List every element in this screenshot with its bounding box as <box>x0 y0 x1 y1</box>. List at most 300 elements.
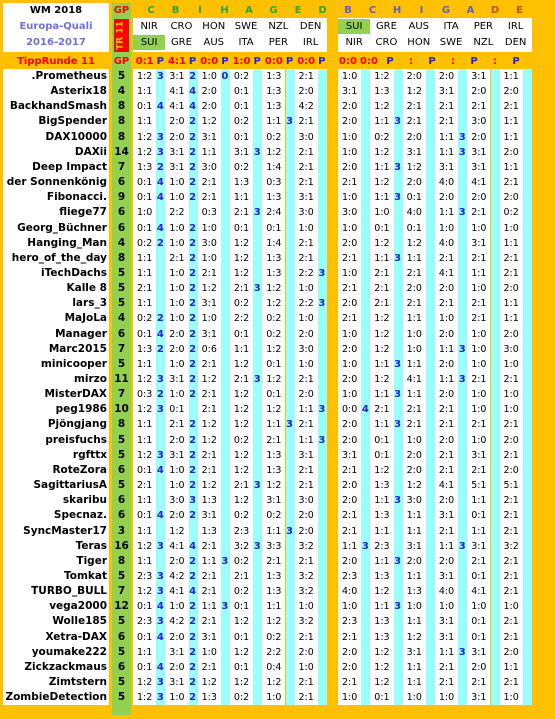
tip-score: 0:1 <box>471 570 487 582</box>
tip-score: 2:2 <box>298 298 314 310</box>
tip-score: 3:1 <box>438 510 455 522</box>
team-label: DEN <box>504 37 527 48</box>
tip-score: 0:1 <box>374 692 390 704</box>
player-name: ZombieDetection <box>5 691 107 704</box>
tip-points: 3 <box>318 434 326 446</box>
tip-score: 1:2 <box>266 374 282 385</box>
tip-score: 2:2 <box>298 267 314 279</box>
tip-score: 1:2 <box>137 374 153 385</box>
tip-score: 1:0 <box>438 692 455 704</box>
player-gp: 6 <box>117 660 126 673</box>
summary-score: 0:0 <box>200 56 219 67</box>
tip-points: 3 <box>394 358 402 370</box>
player-gp: 3 <box>117 524 126 537</box>
tip-score: 4:1 <box>471 177 487 189</box>
tip-score: 1:1 <box>406 677 422 688</box>
tip-score: 2:1 <box>342 525 358 537</box>
tip-score: 1:0 <box>169 267 185 279</box>
tip-score: 2:1 <box>298 161 314 173</box>
tip-score: 0:1 <box>233 222 250 234</box>
tip-score: 3:1 <box>342 449 358 461</box>
tip-score: 2:1 <box>201 540 217 552</box>
tip-score: 2:1 <box>503 616 519 628</box>
tip-score: 2:1 <box>201 464 217 476</box>
tip-score: 3:0 <box>201 161 217 173</box>
tip-points: 2 <box>189 570 197 582</box>
tip-points: 3 <box>318 404 326 416</box>
team-label: SUI <box>338 19 370 34</box>
player-name: Marc2015 <box>48 342 107 355</box>
tip-score: 1:0 <box>342 389 358 401</box>
player-name: lars_3 <box>72 297 107 310</box>
player-gp: 6 <box>117 221 126 234</box>
tip-score: 2:2 <box>169 207 185 219</box>
summary-score: 0:0 <box>264 56 283 67</box>
tip-score: 1:1 <box>406 252 422 264</box>
tip-score: 1:0 <box>471 343 487 355</box>
tip-score: 2:0 <box>438 389 455 401</box>
tip-score: 1:1 <box>298 404 314 416</box>
tip-points: 4 <box>156 631 164 643</box>
player-name: Teras <box>75 539 107 552</box>
tip-score: 2:0 <box>298 389 314 401</box>
tip-points: 3 <box>221 601 229 613</box>
tip-score: 1:4 <box>266 237 282 249</box>
tip-score: 1:0 <box>169 298 185 310</box>
group-letter: C <box>368 5 377 16</box>
tip-score: 1:0 <box>342 267 358 279</box>
tip-score: 1:2 <box>266 283 282 295</box>
player-name: fliege77 <box>59 206 107 219</box>
tip-score: 1:2 <box>233 646 250 658</box>
tip-score: 1:2 <box>201 283 217 295</box>
tip-score: 1:1 <box>137 434 153 446</box>
tip-score: 2:0 <box>438 358 455 370</box>
group-letter: E <box>294 5 302 16</box>
summary-points: P <box>285 56 294 67</box>
tip-score: 4:0 <box>438 237 455 249</box>
tip-score: 1:2 <box>137 146 153 158</box>
team-label: HON <box>407 37 431 48</box>
tip-points: 0 <box>221 71 229 82</box>
tip-score: 1:1 <box>266 419 282 431</box>
tip-score: 2:0 <box>298 510 314 522</box>
tip-score: 2:3 <box>233 525 250 537</box>
tip-points: 3 <box>156 540 164 552</box>
tip-score: 2:1 <box>438 404 455 416</box>
tip-score: 0:2 <box>266 313 282 325</box>
tip-score: 0:1 <box>137 510 153 522</box>
tip-score: 0:1 <box>374 449 390 461</box>
tip-score: 2:0 <box>438 328 455 340</box>
tip-score: 1:2 <box>266 616 282 628</box>
player-name: Pjöngjang <box>47 418 107 431</box>
tip-score: 2:1 <box>201 661 217 673</box>
tip-score: 1:2 <box>233 677 250 688</box>
tip-points: 2 <box>189 374 197 385</box>
player-name: Hanging_Man <box>27 236 107 249</box>
tip-score: 1:2 <box>201 374 217 385</box>
tip-score: 3:1 <box>406 146 422 158</box>
tip-score: 1:0 <box>342 71 358 82</box>
tip-score: 2:1 <box>137 480 153 492</box>
tip-score: 0:1 <box>266 222 282 234</box>
tip-score: 5:1 <box>503 480 519 492</box>
tip-score: 2:1 <box>406 419 422 431</box>
tip-score: 1:2 <box>374 146 390 158</box>
tip-score: 0:1 <box>406 192 422 204</box>
tip-score: 0:1 <box>233 601 250 613</box>
tip-score: 2:1 <box>406 298 422 310</box>
tip-score: 1:2 <box>233 419 250 431</box>
tip-score: 0:1 <box>169 404 185 416</box>
tip-score: 0:1 <box>471 510 487 522</box>
tip-score: 2:0 <box>406 555 422 567</box>
tip-score: 0:1 <box>137 328 153 340</box>
tip-score: 1:0 <box>201 222 217 234</box>
tip-score: 4:0 <box>342 586 358 598</box>
player-gp: 5 <box>117 479 126 492</box>
tip-score: 1:1 <box>438 146 455 158</box>
gp-header: GP <box>113 5 130 16</box>
tip-points: 3 <box>394 419 402 431</box>
tip-score: 1:1 <box>438 540 455 552</box>
tip-score: 1:2 <box>374 661 390 673</box>
tip-score: 4:1 <box>438 267 455 279</box>
tip-score: 2:1 <box>406 116 422 128</box>
player-name: MisterDAX <box>44 388 107 401</box>
tip-score: 2:1 <box>471 298 487 310</box>
player-name: BigSpender <box>38 115 107 128</box>
tip-score: 0:2 <box>266 631 282 643</box>
player-name: Asterix18 <box>50 85 107 98</box>
player-gp: 4 <box>117 236 126 249</box>
tip-points: 2 <box>189 510 197 522</box>
summary-score: 4:1 <box>167 56 186 67</box>
player-gp: 12 <box>114 600 129 613</box>
tip-score: 2:0 <box>169 131 185 143</box>
tip-points: 3 <box>156 374 164 385</box>
tip-points: 3 <box>221 555 229 567</box>
tip-score: 2:1 <box>471 555 487 567</box>
tip-score: 2:0 <box>471 192 487 204</box>
tip-score: 4:0 <box>438 177 455 189</box>
tip-score: 2:0 <box>298 328 314 340</box>
tip-score: 2:1 <box>503 510 519 522</box>
tip-points: 3 <box>394 161 402 173</box>
player-gp: 10 <box>114 403 129 416</box>
tip-score: 3:0 <box>471 116 487 128</box>
tip-points: 2 <box>189 313 197 325</box>
tip-score: 3:1 <box>298 192 314 204</box>
tip-score: 2:1 <box>342 510 358 522</box>
tip-score: 1:0 <box>471 222 487 234</box>
tip-points: 3 <box>253 283 261 295</box>
tip-score: 2:1 <box>503 419 519 431</box>
player-name: Tiger <box>76 554 107 567</box>
tip-score: 1:0 <box>503 358 519 370</box>
tip-score: 4:2 <box>169 616 185 628</box>
tip-score: 4:1 <box>169 101 185 113</box>
tip-points: 4 <box>189 586 197 598</box>
team-label: CRO <box>170 21 193 32</box>
tip-score: 4:2 <box>298 101 314 113</box>
player-name: DAX10000 <box>45 130 107 143</box>
player-name: minicooper <box>40 357 107 370</box>
player-gp: 5 <box>117 266 126 279</box>
tip-score: 2:1 <box>503 374 519 385</box>
player-name: BackhandSmash <box>9 100 107 113</box>
player-name: skaribu <box>62 494 107 507</box>
tip-score: 2:0 <box>342 434 358 446</box>
tip-score: 2:1 <box>406 404 422 416</box>
player-name: iTechDachs <box>41 266 107 279</box>
tip-score: 2:0 <box>201 101 217 113</box>
tip-points: 2 <box>189 343 197 355</box>
tip-score: 2:3 <box>342 616 358 628</box>
tip-score: 0:1 <box>471 616 487 628</box>
tip-score: 1:2 <box>406 161 422 173</box>
tip-score: 3:3 <box>266 540 282 552</box>
tip-points: 4 <box>156 101 164 113</box>
tip-score: 1:0 <box>298 313 314 325</box>
tip-score: 2:1 <box>233 570 250 582</box>
tip-score: 1:1 <box>266 601 282 613</box>
tip-score: 1:2 <box>266 677 282 688</box>
tip-score: 1:0 <box>406 601 422 613</box>
tip-score: 1:0 <box>169 237 185 249</box>
tip-score: 1:2 <box>137 404 153 416</box>
tip-score: 1:0 <box>438 313 455 325</box>
tip-score: 1:3 <box>374 616 390 628</box>
tip-score: 1:2 <box>406 631 422 643</box>
tip-score: 2:0 <box>342 480 358 492</box>
tip-score: 3:1 <box>438 86 455 98</box>
summary-score: P <box>428 56 436 67</box>
tip-score: 1:1 <box>374 525 390 537</box>
tip-score: 3:1 <box>169 71 185 82</box>
tip-score: 3:1 <box>471 692 487 704</box>
tip-score: 3:1 <box>201 131 217 143</box>
tip-score: 1:3 <box>266 252 282 264</box>
tip-score: 1:1 <box>137 555 153 567</box>
player-name: mirzo <box>73 373 107 385</box>
tip-score: 1:3 <box>266 267 282 279</box>
tip-score: 1:2 <box>233 464 250 476</box>
group-letter: I <box>198 5 202 16</box>
player-name: SyncMaster17 <box>23 524 107 537</box>
tip-score: 1:0 <box>201 71 217 82</box>
points-column-bg <box>286 69 295 705</box>
tip-score: 1:2 <box>406 86 422 98</box>
tip-points: 4 <box>361 404 369 416</box>
tip-score: 1:1 <box>503 313 519 325</box>
tip-points: 2 <box>189 601 197 613</box>
player-name: Tomkat <box>63 569 107 582</box>
tip-score: 1:0 <box>169 222 185 234</box>
tip-points: 2 <box>189 449 197 461</box>
tip-score: 2:0 <box>406 283 422 295</box>
tip-score: 2:1 <box>438 419 455 431</box>
tip-score: 2:1 <box>342 252 358 264</box>
tip-score: 2:1 <box>471 252 487 264</box>
tip-points: 3 <box>458 646 466 658</box>
summary-points: P <box>221 56 229 67</box>
tip-score: 1:3 <box>201 525 217 537</box>
tip-points: 3 <box>394 389 402 401</box>
tip-score: 2:0 <box>169 631 185 643</box>
tip-score: 1:0 <box>471 404 487 416</box>
tip-score: 2:0 <box>201 86 217 98</box>
tip-score: 1:2 <box>266 146 282 158</box>
tip-score: 3:2 <box>298 570 314 582</box>
tip-score: 0:2 <box>233 298 250 310</box>
tip-points: 2 <box>189 480 197 492</box>
tip-points: 2 <box>189 283 197 295</box>
tip-score: 3:1 <box>471 71 487 82</box>
tip-score: 1:2 <box>201 419 217 431</box>
tip-score: 0:1 <box>233 101 250 113</box>
tip-score: 3:1 <box>438 616 455 628</box>
tip-score: 1:0 <box>201 313 217 325</box>
tip-score: 1:0 <box>342 601 358 613</box>
player-name: MaJoLa <box>64 312 107 325</box>
player-name: Wolle185 <box>52 615 107 628</box>
tip-points: 2 <box>189 434 197 446</box>
tip-score: 2:1 <box>503 252 519 264</box>
tip-score: 4:1 <box>471 586 487 598</box>
tip-score: 0:1 <box>471 631 487 643</box>
tip-score: 3:0 <box>169 495 185 507</box>
player-gp: 6 <box>117 494 126 507</box>
tip-score: 1:0 <box>169 283 185 295</box>
player-name: Xetra-DAX <box>45 630 107 643</box>
points-column-bg <box>426 69 435 705</box>
tip-score: 2:0 <box>503 434 519 446</box>
tip-score: 2:1 <box>374 267 390 279</box>
tip-score: 2:1 <box>298 252 314 264</box>
tip-points: 4 <box>189 540 197 552</box>
tip-score: 1:1 <box>374 495 390 507</box>
player-gp: 5 <box>117 448 126 461</box>
tip-score: 2:0 <box>342 419 358 431</box>
tip-score: 2:1 <box>298 419 314 431</box>
tip-score: 2:1 <box>233 374 250 385</box>
player-gp: 8 <box>117 115 126 128</box>
tip-score: 1:2 <box>233 267 250 279</box>
tip-points: 2 <box>156 389 164 401</box>
player-name: der Sonnenkönig <box>6 176 107 189</box>
tip-score: 3:1 <box>266 495 282 507</box>
tip-score: 1:1 <box>201 146 217 158</box>
tip-score: 1:2 <box>137 677 153 688</box>
tip-score: 1:2 <box>137 586 153 598</box>
tip-score: 1:2 <box>137 131 153 143</box>
tip-points: 4 <box>189 86 197 98</box>
team-label: HON <box>202 21 226 32</box>
team-label: SWE <box>234 21 258 32</box>
tip-score: 1:2 <box>374 237 390 249</box>
team-label: NZL <box>473 37 494 48</box>
tip-score: 2:0 <box>342 343 358 355</box>
summary-score: P <box>386 56 394 67</box>
team-label: AUS <box>408 21 429 32</box>
player-name: Fibonacci. <box>46 191 107 204</box>
tip-score: 3:1 <box>201 328 217 340</box>
tip-points: 3 <box>156 677 164 688</box>
tip-score: 2:1 <box>438 101 455 113</box>
tip-score: 1:0 <box>438 222 455 234</box>
tip-score: 1:1 <box>374 192 390 204</box>
tip-score: 3:0 <box>298 495 314 507</box>
tip-score: 1:0 <box>342 358 358 370</box>
tip-score: 1:1 <box>342 540 358 552</box>
player-gp: 16 <box>114 539 129 552</box>
player-name: Kalle 8 <box>66 282 107 295</box>
tip-score: 2:4 <box>266 207 282 219</box>
tip-score: 2:0 <box>342 646 358 658</box>
player-name: Georg_Büchner <box>17 221 107 234</box>
tip-score: 1:1 <box>137 298 153 310</box>
tip-score: 2:0 <box>169 555 185 567</box>
tip-score: 1:1 <box>503 661 519 673</box>
tip-score: 1:1 <box>503 298 519 310</box>
tip-points: 2 <box>189 116 197 128</box>
tip-score: 1:1 <box>374 116 390 128</box>
tip-score: 1:0 <box>266 692 282 704</box>
tip-points: 2 <box>156 313 164 325</box>
tip-score: 2:0 <box>342 374 358 385</box>
tip-score: 2:0 <box>406 71 422 82</box>
tip-score: 1:0 <box>169 464 185 476</box>
tip-score: 3:1 <box>406 540 422 552</box>
player-gp: 8 <box>117 100 126 113</box>
tip-points: 3 <box>156 570 164 582</box>
tip-score: 1:1 <box>406 616 422 628</box>
tip-score: 1:2 <box>374 177 390 189</box>
tip-score: 1:0 <box>471 283 487 295</box>
tip-score: 1:0 <box>438 601 455 613</box>
summary-points: P <box>253 56 261 67</box>
player-gp: 5 <box>117 282 126 295</box>
tip-score: 3:0 <box>298 131 314 143</box>
summary-score: 1:0 <box>232 56 251 67</box>
tip-score: 1:1 <box>298 434 314 446</box>
summary-points: P <box>156 56 164 67</box>
tip-score: 2:1 <box>471 374 487 385</box>
tip-score: 2:1 <box>201 570 217 582</box>
player-gp: 11 <box>114 373 129 385</box>
tip-score: 2:1 <box>438 464 455 476</box>
tip-points: 2 <box>189 252 197 264</box>
tip-score: 1:2 <box>266 343 282 355</box>
team-label: NIR <box>345 37 363 48</box>
tip-score: 0:2 <box>233 434 250 446</box>
tip-score: 0:2 <box>233 71 250 82</box>
tip-score: 1:2 <box>201 116 217 128</box>
tip-score: 0:1 <box>137 101 153 113</box>
tip-score: 4:1 <box>406 374 422 385</box>
tip-score: 1:2 <box>374 343 390 355</box>
round-label: TippRunde 11 <box>17 56 95 67</box>
tip-score: 0:3 <box>201 207 217 219</box>
tip-score: 1:1 <box>503 237 519 249</box>
tip-score: 2:1 <box>406 101 422 113</box>
tip-points: 3 <box>361 540 369 552</box>
tip-score: 1:3 <box>374 86 390 98</box>
player-name: Manager <box>55 327 107 340</box>
tip-score: 3:1 <box>201 298 217 310</box>
